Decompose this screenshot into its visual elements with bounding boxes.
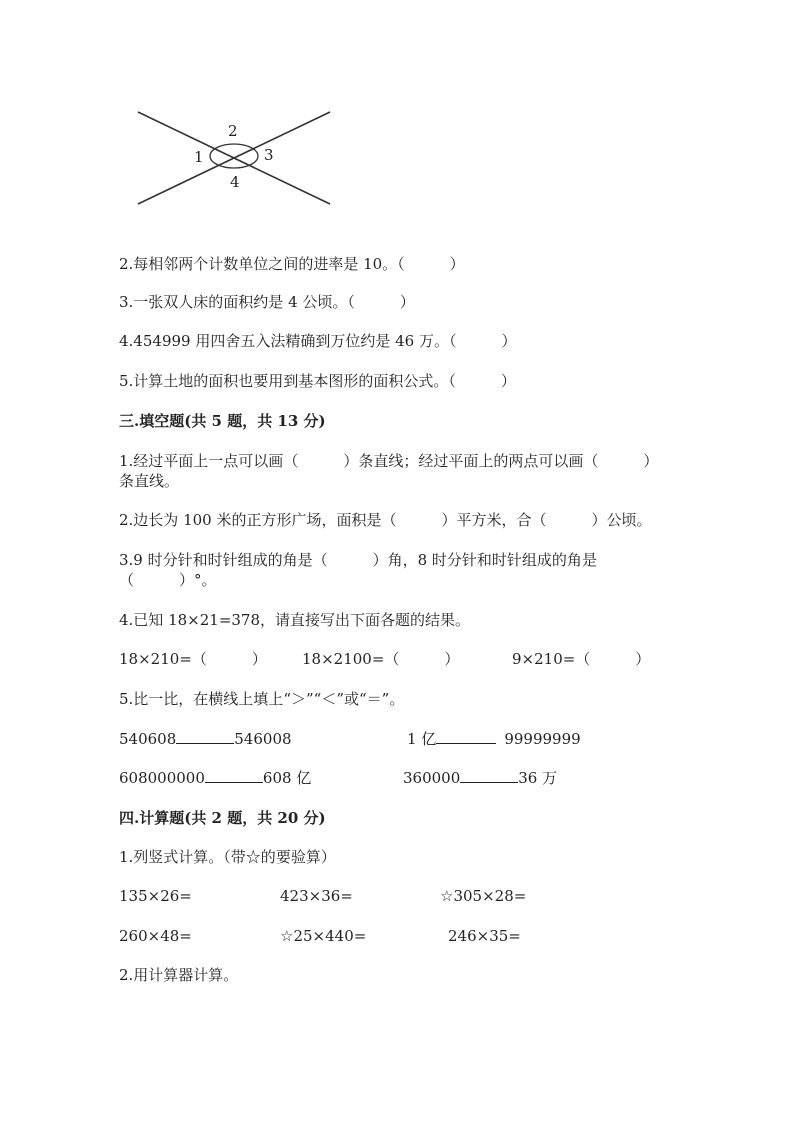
angle-label-2: 2 (228, 122, 238, 140)
calc-question-1: 1.列竖式计算。（带☆的要验算） (119, 848, 336, 866)
compare-row-1-b (407, 729, 581, 749)
compare-row-2-b (403, 768, 557, 788)
compare-c-blank (205, 768, 263, 783)
judge-question-3: 3.一张双人床的面积约是 4 公顷。（ ） (119, 293, 415, 311)
angle-arc (210, 144, 258, 168)
calc-row-2-a: 260×48= (119, 927, 192, 945)
compare-b-left: 1 亿 (407, 730, 437, 748)
calc-question-2: 2.用计算器计算。 (119, 966, 239, 984)
compare-a-blank (176, 729, 234, 744)
calc-row-2-b: ☆25×440= (280, 927, 367, 945)
fill-question-4: 4.已知 18×21=378，请直接写出下面各题的结果。 (119, 611, 471, 629)
angle-label-1: 1 (194, 148, 204, 166)
compare-a-left: 540608 (119, 730, 177, 748)
compare-a-right: 546008 (234, 730, 292, 748)
fill-question-2: 2.边长为 100 米的正方形广场，面积是（ ）平方米，合（ ）公顷。 (119, 511, 652, 529)
fill-question-5: 5.比一比，在横线上填上“＞”“＜”或“＝”。 (119, 690, 405, 708)
section-fill-heading: 三.填空题(共 5 题，共 13 分) (119, 412, 326, 430)
calc-row-1-c: ☆305×28= (440, 887, 527, 905)
fill-question-3-line1: 3.9 时分针和时针组成的角是（ ）角，8 时分针和时针组成的角是 (119, 551, 597, 569)
fill-question-1-line1: 1.经过平面上一点可以画（ ）条直线；经过平面上的两点可以画（ ） (119, 452, 659, 470)
angle-label-3: 3 (264, 146, 274, 164)
section-calc-heading: 四.计算题(共 2 题，共 20 分) (119, 809, 326, 827)
fill-question-1-line2: 条直线。 (119, 472, 180, 490)
compare-d-left: 360000 (403, 769, 461, 787)
angle-label-4: 4 (230, 173, 240, 191)
calc-row-1-b: 423×36= (280, 887, 353, 905)
judge-question-2: 2.每相邻两个计数单位之间的进率是 10。（ ） (119, 255, 465, 273)
compare-d-right: 36 万 (518, 769, 558, 787)
intersecting-lines-figure (130, 100, 340, 210)
compare-row-2-a (119, 768, 311, 788)
calc-row-2-c: 246×35= (448, 927, 521, 945)
compare-c-right: 608 亿 (262, 769, 312, 787)
judge-question-4: 4.454999 用四舍五入法精确到万位约是 46 万。（ ） (119, 332, 517, 350)
compare-b-blank (436, 729, 496, 744)
fill-question-4-c: 9×210=（ ） (512, 650, 651, 668)
fill-question-4-b: 18×2100=（ ） (302, 650, 460, 668)
compare-b-right: 99999999 (504, 730, 581, 748)
compare-d-blank (460, 768, 518, 783)
fill-question-3-line2: （ ）°。 (119, 571, 217, 589)
calc-row-1-a: 135×26= (119, 887, 192, 905)
compare-row-1-a (119, 729, 292, 749)
judge-question-5: 5.计算土地的面积也要用到基本图形的面积公式。（ ） (119, 372, 516, 390)
fill-question-4-a: 18×210=（ ） (119, 650, 267, 668)
compare-c-left: 608000000 (119, 769, 205, 787)
